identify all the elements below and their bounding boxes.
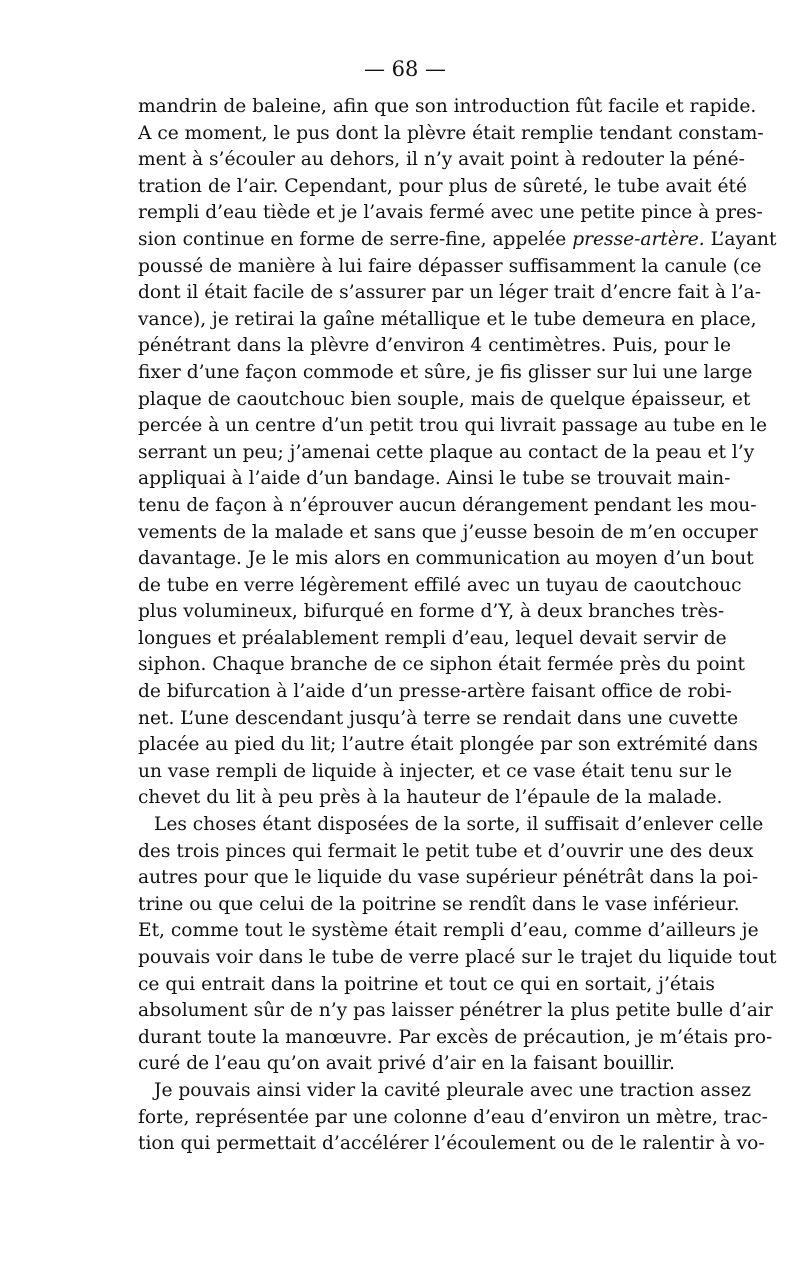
text-line: appliquai à l’aide d’un bandage. Ainsi le tube se trouvait main- bbox=[138, 468, 731, 490]
page-number: — 68 — bbox=[363, 57, 447, 81]
text-line: placée au pied du lit; l’autre était plongée par son extrémité dans bbox=[138, 734, 758, 756]
text-line: tion qui permettait d’accélérer l’écoulement ou de le ralentir à vo- bbox=[138, 1133, 765, 1155]
text-line: des trois pinces qui fermait le petit tube et d’ouvrir une des deux bbox=[138, 840, 754, 862]
text-line: plus volumineux, bifurqué en forme d’Y, à deux branches très- bbox=[138, 601, 725, 623]
text-line: net. L’une descendant jusqu’à terre se rendait dans une cuvette bbox=[138, 707, 739, 729]
text-line: mandrin de baleine, afin que son introduction fût facile et rapide. bbox=[138, 96, 757, 117]
italic-term: presse-artère. bbox=[572, 228, 705, 250]
text-line: trine ou que celui de la poitrine se rendît dans le vase inférieur. bbox=[138, 893, 740, 915]
text-line: rempli d’eau tiède et je l’avais fermé avec une petite pince à pres- bbox=[138, 202, 763, 224]
text-line: longues et préalablement rempli d’eau, lequel devait servir de bbox=[138, 627, 727, 649]
text-line: percée à un centre d’un petit trou qui livrait passage au tube en le bbox=[138, 415, 767, 437]
text-line: poussé de manière à lui faire dépasser suffisamment la canule (ce bbox=[138, 255, 762, 277]
text-line: tenu de façon à n’éprouver aucun dérangement pendant les mou- bbox=[138, 494, 757, 516]
text-line: de bifurcation à l’aide d’un presse-artère faisant office de robi- bbox=[138, 681, 732, 703]
text-line: Et, comme tout le système était rempli d’eau, comme d’ailleurs je bbox=[138, 920, 759, 942]
text-line: forte, représentée par une colonne d’eau d’environ un mètre, trac- bbox=[138, 1106, 768, 1128]
text-line: ce qui entrait dans la poitrine et tout ce qui en sortait, j’étais bbox=[138, 973, 715, 995]
body-text bbox=[138, 94, 777, 1158]
text-line: plaque de caoutchouc bien souple, mais de quelque épaisseur, et bbox=[138, 388, 751, 410]
text-line: vance), je retirai la gaîne métallique et le tube demeura en place, bbox=[138, 308, 757, 330]
text-line: autres pour que le liquide du vase supérieur pénétrât dans la poi- bbox=[138, 867, 759, 889]
text-line: A ce moment, le pus dont la plèvre était remplie tendant constam- bbox=[138, 122, 764, 144]
text-line: ment à s’écouler au dehors, il n’y avait point à redouter la péné- bbox=[138, 149, 745, 171]
text-line-paragraph-start: Les choses étant disposées de la sorte, il suffisait d’enlever celle bbox=[154, 814, 764, 836]
text-fragment: sion continue en forme de serre-fine, appelée bbox=[138, 228, 567, 250]
text-line: davantage. Je le mis alors en communication au moyen d’un bout bbox=[138, 548, 754, 570]
text-line: durant toute la manœuvre. Par excès de précaution, je m’étais pro- bbox=[138, 1026, 773, 1048]
text-line: absolument sûr de n’y pas laisser pénétrer la plus petite bulle d’air bbox=[138, 1000, 773, 1022]
text-line: vements de la malade et sans que j’eusse besoin de m’en occuper bbox=[138, 521, 758, 543]
text-line: pouvais voir dans le tube de verre placé sur le trajet du liquide tout bbox=[138, 947, 777, 968]
text-line: siphon. Chaque branche de ce siphon était fermée près du point bbox=[138, 654, 745, 676]
text-line: dont il était facile de s’assurer par un léger trait d’encre fait à l’a- bbox=[138, 282, 762, 304]
text-line: serrant un peu; j’amenai cette plaque au contact de la peau et l’y bbox=[138, 441, 755, 463]
book-page bbox=[138, 56, 777, 1158]
text-line: tration de l’air. Cependant, pour plus de sûreté, le tube avait été bbox=[138, 175, 747, 197]
text-line: pénétrant dans la plèvre d’environ 4 centimètres. Puis, pour le bbox=[138, 335, 731, 357]
text-line: fixer d’une façon commode et sûre, je fis glisser sur lui une large bbox=[138, 361, 753, 383]
text-line-mixed bbox=[138, 227, 777, 254]
text-line: un vase rempli de liquide à injecter, et ce vase était tenu sur le bbox=[138, 760, 732, 782]
text-line-paragraph-end: chevet du lit à peu près à la hauteur de l’épaule de la malade. bbox=[138, 787, 723, 809]
text-line-paragraph-end: curé de l’eau qu’on avait privé d’air en la faisant bouillir. bbox=[138, 1053, 675, 1075]
text-line-paragraph-start: Je pouvais ainsi vider la cavité pleurale avec une traction assez bbox=[154, 1079, 752, 1101]
text-fragment: L’ayant bbox=[710, 228, 777, 250]
text-line: de tube en verre légèrement effilé avec un tuyau de caoutchouc bbox=[138, 574, 742, 596]
